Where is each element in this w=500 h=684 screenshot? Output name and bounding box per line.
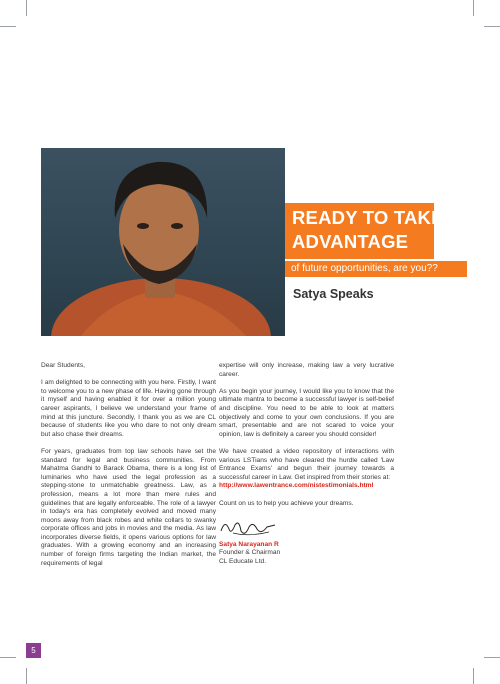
crop-mark bbox=[473, 668, 474, 684]
testimonials-link[interactable]: http://www.lawentrance.com/nistestimonials.html bbox=[219, 482, 374, 490]
crop-mark bbox=[473, 0, 474, 16]
crop-mark bbox=[484, 657, 500, 658]
crop-mark bbox=[26, 0, 27, 16]
handwritten-signature bbox=[219, 517, 394, 539]
crop-mark bbox=[0, 657, 16, 658]
headline-line-2: ADVANTAGE bbox=[292, 231, 409, 252]
salutation: Dear Students, bbox=[41, 362, 85, 369]
tagline: of future opportunities, are you?? bbox=[285, 261, 467, 277]
paragraph: For years, graduates from top law schools have set the standard for legal and business communities. From Mahatma Gandhi to Barack Obama, there is a long list of luminaries who have used the legal profession as a stepping-stone to unmatchable greatness. Law, as a profession, means a lot more than mere rules and guidelines that are legally enforceable. The role of a lawyer in today's era has completely evolved and moved many moons away from black robes and white collars to swanky corporate offices and jobs in movies and the media. As law incorporates diverse fields, it opens various options for law graduates. With a growing economy and an increasing number of foreign firms targeting the Indian market, the requirements of legal bbox=[41, 447, 216, 567]
paragraph: As you begin your journey, I would like you to know that the ultimate mantra to become a successful lawyer is self-belief and discipline. You need to be able to look at matters objectively and come to your own conclusions. If you are smart, presentable and are not scared to voice your opinion, law is definitely a career you should consider! bbox=[219, 387, 394, 438]
paragraph: I am delighted to be connecting with you here. Firstly, I want to welcome you to a new phase of life. Having gone through it myself and having enabled it for over a million young career aspirants, I believe we understand your frame of mind at this juncture. Secondly, I thank you as we are CL because of students like you who dare to not only dream but also chase their dreams. bbox=[41, 379, 216, 438]
page-number: 5 bbox=[26, 643, 41, 658]
headline-line-1: READY TO TAKE bbox=[292, 207, 444, 228]
paragraph: expertise will only increase, making law a very lucrative career. bbox=[219, 362, 394, 378]
portrait-photo bbox=[41, 148, 285, 336]
paragraph-text: We have created a video repository of interactions with various LSTians who have cleared the hurdle called 'Law Entrance Exams' and begun their journey towards a successful career in Law. Get inspired from their stories at: bbox=[219, 447, 394, 481]
signer-organization: CL Educate Ltd. bbox=[219, 557, 267, 565]
signer-title: Founder & Chairman bbox=[219, 549, 281, 557]
letter-column-left bbox=[41, 362, 216, 577]
signer-name: Satya Narayanan R bbox=[219, 540, 279, 548]
page-title bbox=[292, 206, 444, 254]
crop-mark bbox=[0, 26, 16, 27]
crop-mark bbox=[484, 26, 500, 27]
crop-mark bbox=[26, 668, 27, 684]
paragraph bbox=[219, 448, 394, 482]
closing-line: Count on us to help you achieve your dreams. bbox=[219, 499, 354, 507]
section-title: Satya Speaks bbox=[293, 287, 374, 301]
letter-column-right bbox=[219, 362, 394, 566]
